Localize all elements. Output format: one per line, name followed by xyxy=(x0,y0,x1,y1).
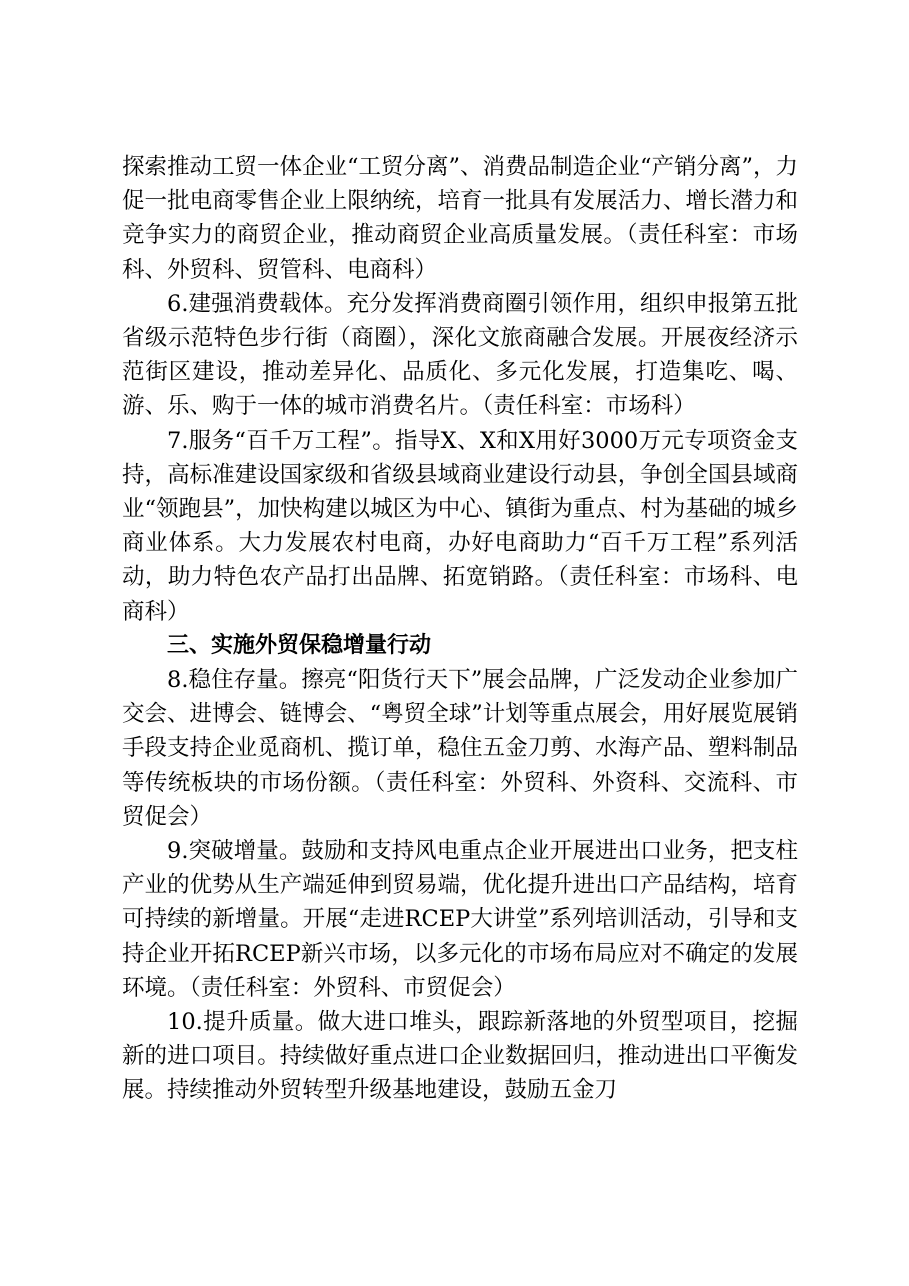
paragraph-intro: 探索推动工贸一体企业“工贸分离”、消费品制造企业“产销分离”，力促一批电商零售企业上限纳统，培育一批具有发展活力、增长潜力和竞争实力的商贸企业，推动商贸企业高质量发展。（责任科室：市场科、外贸科、贸管科、电商科） xyxy=(122,154,799,283)
paragraph-item-8: 8.稳住存量。擦亮“阳货行天下”展会品牌，广泛发动企业参加广交会、进博会、链博会、“粤贸全球”计划等重点展会，用好展览展销手段支持企业觅商机、揽订单，稳住五金刀剪、水海产品、塑料制品等传统板块的市场份额。（责任科室：外贸科、外资科、交流科、市贸促会） xyxy=(122,667,798,830)
section-heading-3: 三、实施外贸保稳增量行动 xyxy=(167,632,432,658)
paragraph-item-6: 6.建强消费载体。充分发挥消费商圈引领作用，组织申报第五批省级示范特色步行街（商圈），深化文旅商融合发展。开展夜经济示范街区建设，推动差异化、品质化、多元化发展，打造集吃、喝、游、乐、购于一体的城市消费名片。（责任科室：市场科） xyxy=(122,290,798,420)
paragraph-item-7: 7.服务“百千万工程”。指导X、X和X用好3000万元专项资金支持，高标准建设国家级和省级县域商业建设行动县，争创全国县域商业“领跑县”，加快构建以城区为中心、镇街为重点、村为基础的城乡商业体系。大力发展农村电商，办好电商助力“百千万工程”系列活动，助力特色农产品打出品牌、拓宽销路。（责任科室：市场科、电商科） xyxy=(122,427,798,625)
paragraph-item-9: 9.突破增量。鼓励和支持风电重点企业开展进出口业务，把支柱产业的优势从生产端延伸到贸易端，优化提升进出口产品结构，培育可持续的新增量。开展“走进RCEP大讲堂”系列培训活动，引导和支持企业开拓RCEP新兴市场，以多元化的市场布局应对不确定的发展环境。（责任科室：外贸科、市贸促会） xyxy=(122,838,798,1001)
document-body xyxy=(122,150,798,1108)
paragraph-item-10: 10.提升质量。做大进口堆头，跟踪新落地的外贸型项目，挖掘新的进口项目。持续做好重点进口企业数据回归，推动进出口平衡发展。持续推动外贸转型升级基地建设，鼓励五金刀 xyxy=(122,1009,798,1104)
